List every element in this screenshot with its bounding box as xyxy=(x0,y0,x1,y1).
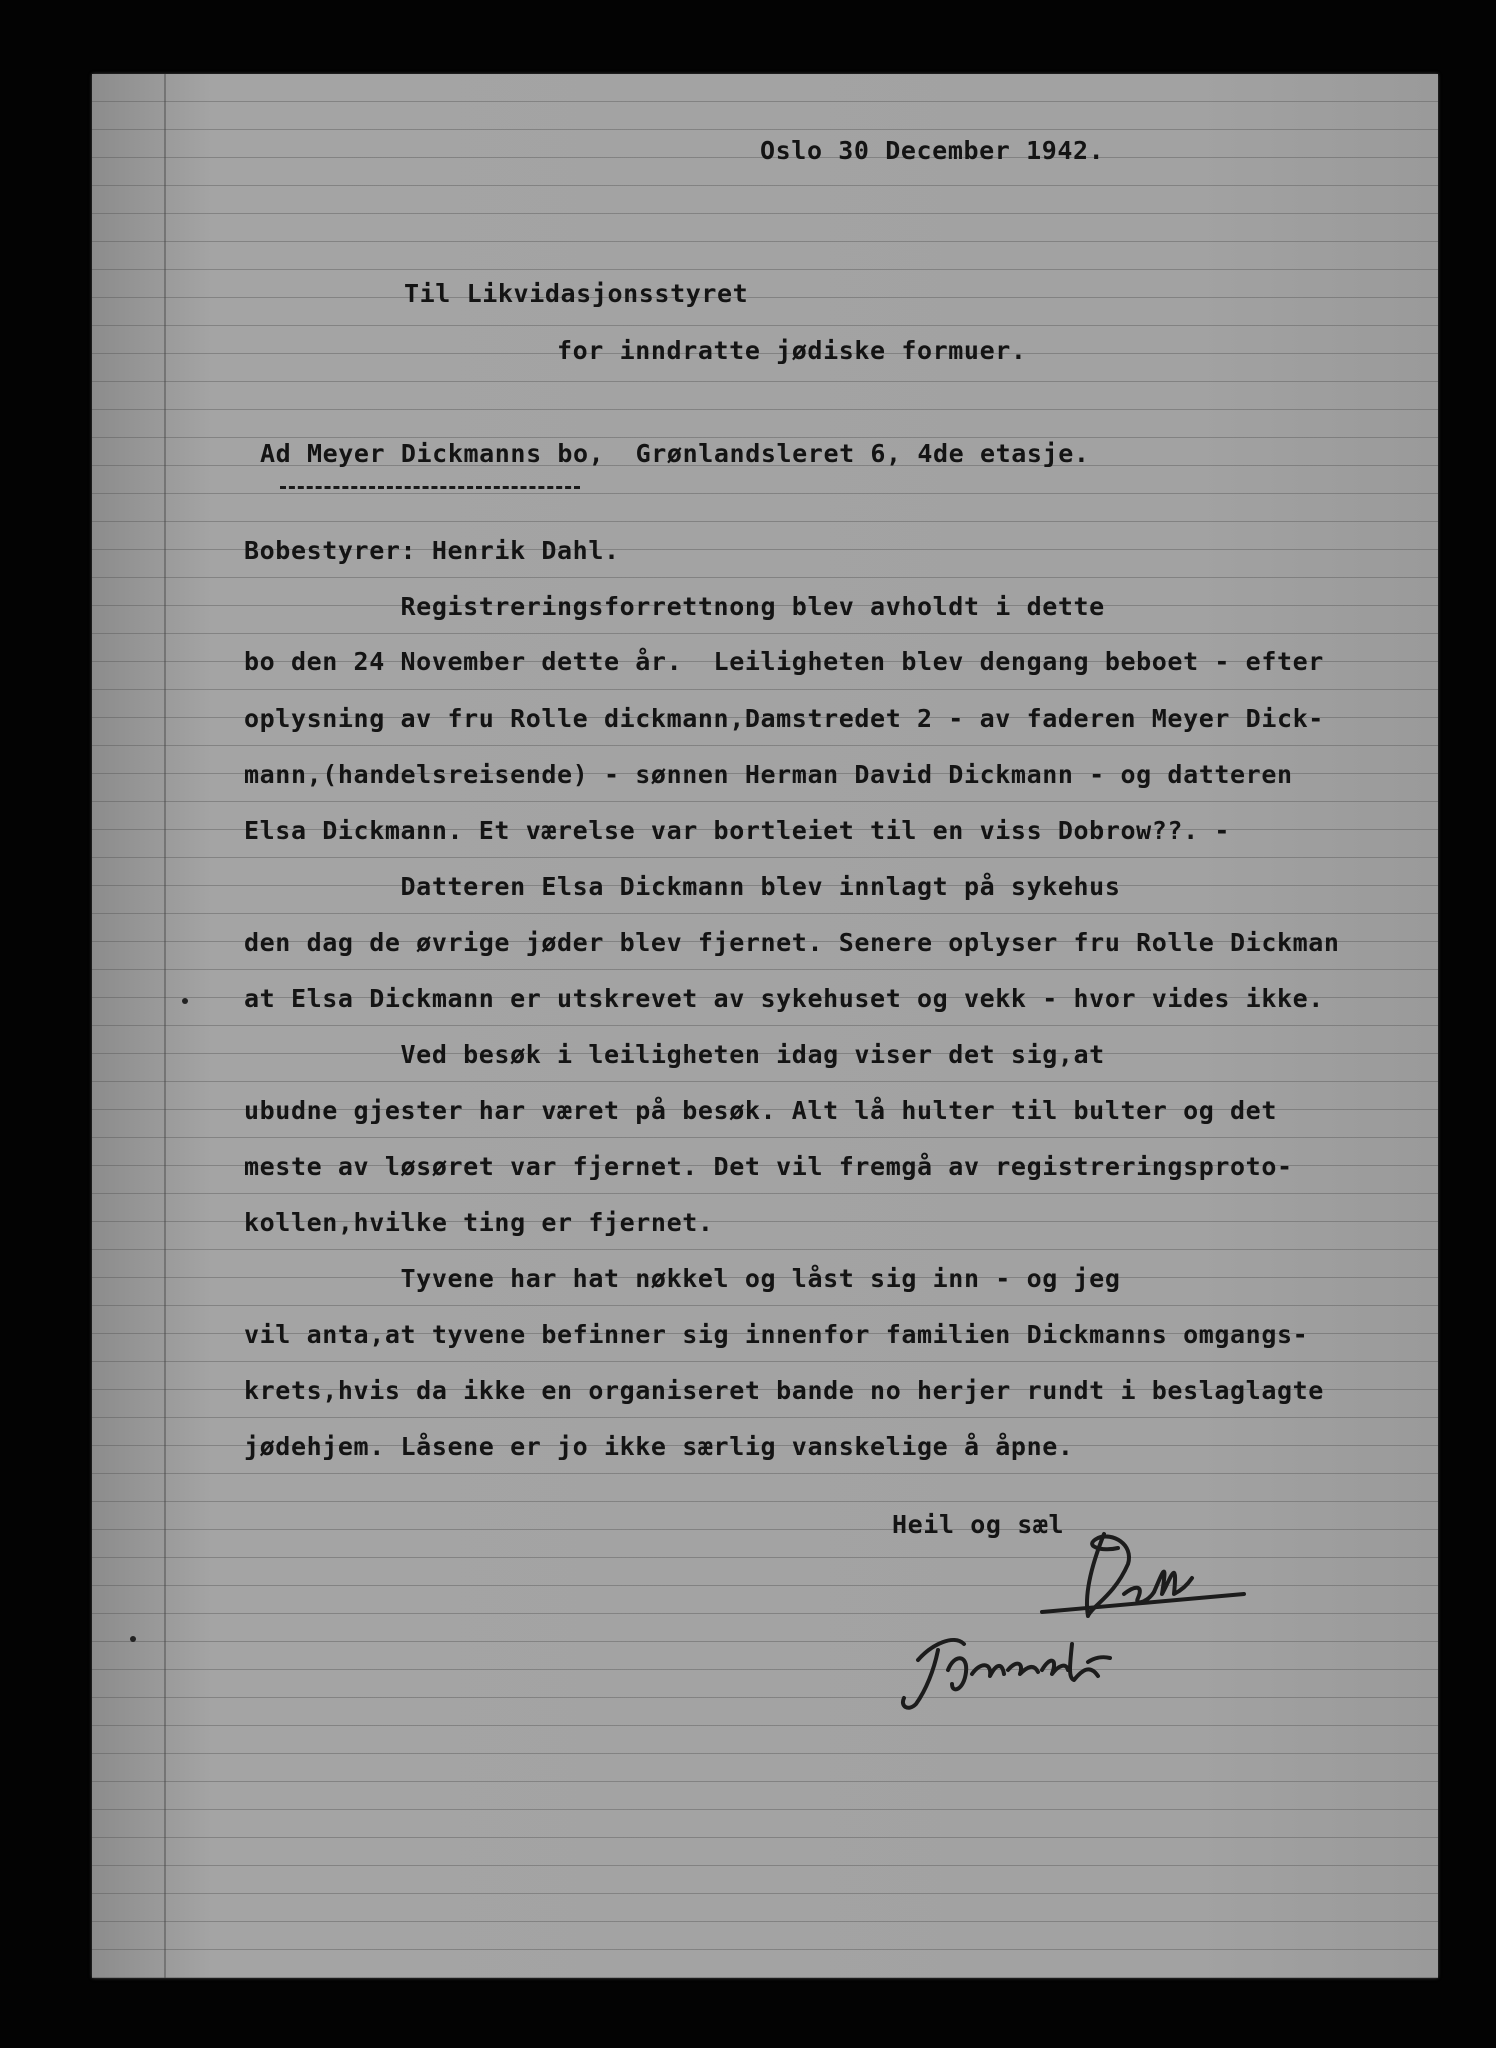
paper-speck xyxy=(182,998,188,1004)
margin-rule xyxy=(164,74,166,1978)
subject-line: Ad Meyer Dickmanns bo, Grønlandsleret 6, 4de etasje. xyxy=(260,439,1090,468)
body-line: jødehjem. Låsene er jo ikke særlig vanskelige å åpne. xyxy=(244,1432,1074,1461)
closing-salutation: Heil og sæl xyxy=(892,1510,1065,1539)
administrator-line: Bobestyrer: Henrik Dahl. xyxy=(244,536,620,565)
letter-date: Oslo 30 December 1942. xyxy=(760,136,1105,165)
body-line: krets,hvis da ikke en organiseret bande no herjer rundt i beslaglagte xyxy=(244,1376,1324,1405)
body-line: Registreringsforrettnong blev avholdt i dette xyxy=(244,592,1105,621)
body-line: Tyvene har hat nøkkel og låst sig inn - og jeg xyxy=(244,1264,1121,1293)
body-line: mann,(handelsreisende) - sønnen Herman David Dickmann - og datteren xyxy=(244,760,1293,789)
body-line: kollen,hvilke ting er fjernet. xyxy=(244,1208,714,1237)
recipient-line-1: Til Likvidasjonsstyret xyxy=(404,279,749,308)
subject-underline xyxy=(280,486,580,489)
body-line: meste av løsøret var fjernet. Det vil fremgå av registreringsproto- xyxy=(244,1152,1293,1181)
recipient-line-2: for inndratte jødiske formuer. xyxy=(557,336,1027,365)
handwritten-signature xyxy=(892,1494,1272,1724)
body-line: bo den 24 November dette år. Leiligheten blev dengang beboet - efter xyxy=(244,647,1324,676)
body-line: vil anta,at tyvene befinner sig innenfor familien Dickmanns omgangs- xyxy=(244,1320,1309,1349)
body-line: Elsa Dickmann. Et værelse var bortleiet til en viss Dobrow??. - xyxy=(244,816,1231,845)
paper-speck xyxy=(130,1636,136,1642)
body-line: ubudne gjester har været på besøk. Alt lå hulter til bulter og det xyxy=(244,1096,1277,1125)
body-line: Datteren Elsa Dickmann blev innlagt på sykehus xyxy=(244,872,1121,901)
body-line: Ved besøk i leiligheten idag viser det sig,at xyxy=(244,1040,1105,1069)
body-line: den dag de øvrige jøder blev fjernet. Senere oplyser fru Rolle Dickman xyxy=(244,928,1340,957)
letter-page xyxy=(92,74,1438,1978)
body-line: at Elsa Dickmann er utskrevet av sykehuset og vekk - hvor vides ikke. xyxy=(244,984,1324,1013)
body-line: oplysning av fru Rolle dickmann,Damstredet 2 - av faderen Meyer Dick- xyxy=(244,704,1324,733)
